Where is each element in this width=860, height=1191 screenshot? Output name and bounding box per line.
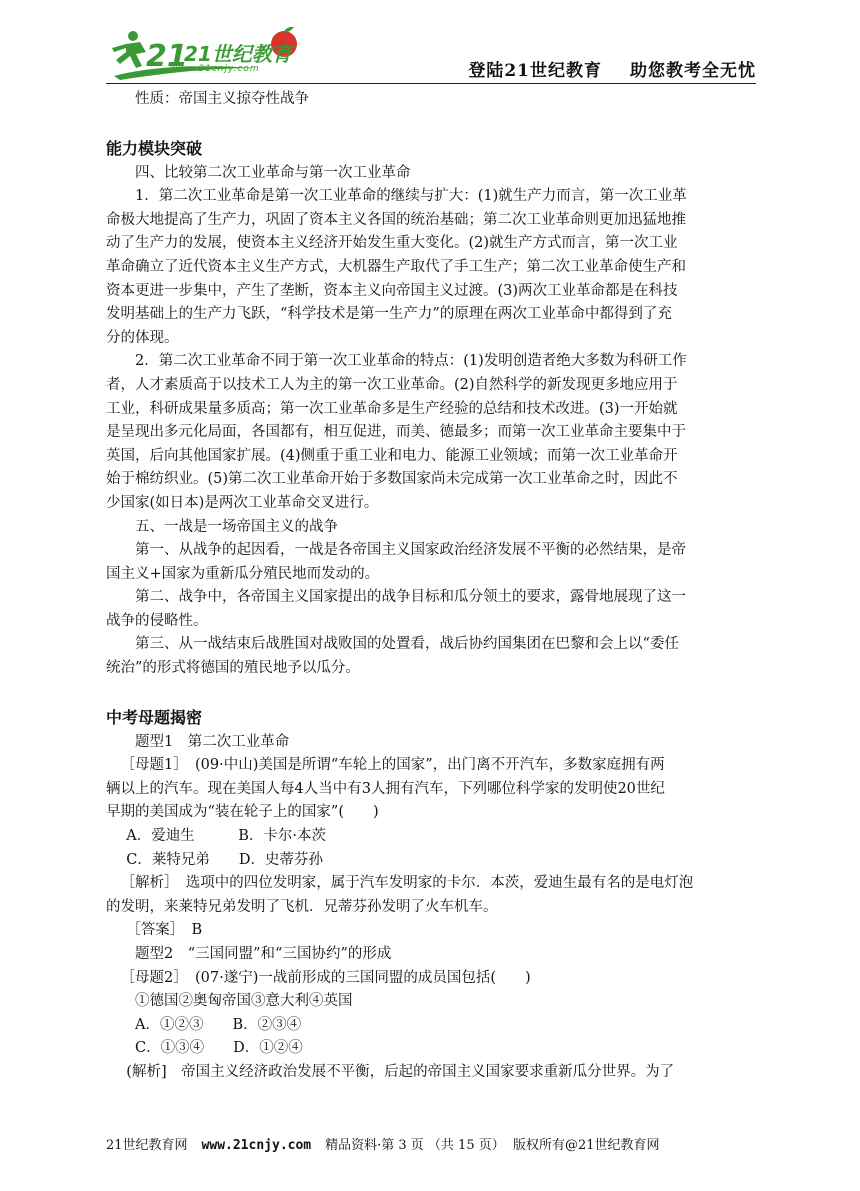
text-line: 命极大地提高了生产力，巩固了资本主义各国的统治基础；第二次工业革命则更加迅猛地推 (106, 211, 686, 228)
text-line: 是呈现出多元化局面，各国都有，相互促进，而美、德最多；而第一次工业革命主要集中于 (106, 424, 686, 441)
question-type-2: 题型2 “三国同盟”和“三国协约”的形成 (135, 946, 392, 962)
text-line: 动了生产力的发展，使资本主义经济开始发生重大变化。(2)就生产方式而言，第一次工业 (106, 235, 678, 252)
section-title-exam: 中考母题揭密 (106, 707, 203, 727)
heading-imperialist-war: 五、一战是一场帝国主义的战争 (135, 518, 338, 535)
document-body (106, 88, 756, 1085)
question-1-options-cd: C．莱特兄弟 D．史蒂芬孙 (126, 851, 324, 868)
text-line: 战争的侵略性。 (106, 612, 208, 629)
text-line: 发明基础上的生产力飞跃，“科学技术是第一生产力”的原理在两次工业革命中都得到了充 (106, 306, 672, 323)
text-line: ［母题1］ (09·中山)美国是所谓“车轮上的国家”，出门离不开汽车，多数家庭拥有两 (120, 757, 665, 774)
text-line: 1．第二次工业革命是第一次工业革命的继续与扩大：(1)就生产力而言，第一次工业革 (135, 188, 687, 205)
question-2-items: ①德国②奥匈帝国③意大利④英国 (135, 993, 353, 1010)
footer-page-info: 精品资料·第 3 页 （共 15 页） (325, 1138, 505, 1153)
page-header (106, 24, 756, 84)
footer-site-name: 21世纪教育网 (106, 1138, 188, 1153)
question-1-stem (106, 754, 756, 825)
heading-compare-revolutions: 四、比较第二次工业革命与第一次工业革命 (135, 164, 411, 181)
question-1-answer: ［答案］ B (126, 922, 203, 939)
text-line: 者，人才素质高于以技术工人为主的第一次工业革命。(2)自然科学的新发现更多地应用于 (106, 376, 678, 393)
text-line: 辆以上的汽车。现在美国人每4人当中有3人拥有汽车，下列哪位科学家的发明使20世纪 (106, 780, 665, 797)
paragraph-aims (106, 586, 756, 633)
text-line: 第三、从一战结束后战胜国对战败国的处置看，战后协约国集团在巴黎和会上以“委任 (135, 636, 679, 653)
text-line: 第二、战争中，各帝国主义国家提出的战争目标和瓜分领土的要求，露骨地展现了这一 (135, 589, 686, 606)
text-line: 工业，科研成果量多质高；第一次工业革命多是生产经验的总结和技术改进。(3)一开始就 (106, 400, 678, 417)
question-1-analysis (106, 872, 756, 919)
text-line: 始于棉纺织业。(5)第二次工业革命开始于多数国家尚未完成第一次工业革命之时，因此不 (106, 471, 678, 488)
text-line: ［解析］ 选项中的四位发明家，属于汽车发明家的卡尔．本茨，爱迪生最有名的是电灯泡 (120, 875, 694, 892)
paragraph-cause (106, 539, 756, 586)
site-logo (106, 24, 306, 82)
paragraph-continuation (106, 185, 756, 350)
footer-copyright: 版权所有@21世纪教育网 (513, 1138, 660, 1153)
text-line: 的发明，来莱特兄弟发明了飞机．兄蒂芬孙发明了火车机车。 (106, 898, 498, 915)
page-footer (106, 1134, 756, 1153)
text-line: 分的体现。 (106, 329, 179, 346)
footer-site-link[interactable]: www.21cnjy.com (201, 1138, 312, 1153)
text-line: 统治”的形式将德国的殖民地予以瓜分。 (106, 660, 360, 677)
text-line: 国主义+国家为重新瓜分殖民地而发动的。 (106, 565, 380, 582)
text-line: 革命确立了近代资本主义生产方式，大机器生产取代了手工生产；第二次工业革命使生产和 (106, 258, 686, 275)
text-line: 早期的美国成为“装在轮子上的国家”( ) (106, 804, 379, 821)
text-line: 英国，后向其他国家扩展。(4)侧重于重工业和电力、能源工业领域；而第一次工业革命开 (106, 447, 678, 464)
text-line: 资本更进一步集中，产生了垄断，资本主义向帝国主义过渡。(3)两次工业革命都是在科技 (106, 282, 678, 299)
slogan-worry-free: 助您教考全无忧 (630, 61, 756, 81)
header-slogan (468, 56, 756, 81)
slogan-login: 登陆21世纪教育 (468, 61, 602, 81)
logo-url: www.21cnjy.com (170, 64, 260, 74)
text-line: 2．第二次工业革命不同于第一次工业革命的特点：(1)发明创造者绝大多数为科研工作 (135, 353, 687, 370)
question-2-analysis: (解析] 帝国主义经济政治发展不平衡，后起的帝国主义国家要求重新瓜分世界。为了 (126, 1063, 675, 1080)
logo-number: 21 (146, 39, 188, 74)
question-2-options-cd: C．①③④ D．①②④ (135, 1040, 303, 1057)
logo-text: 21世纪教育 (184, 42, 292, 66)
paragraph-aftermath (106, 633, 756, 680)
nature-line: 性质：帝国主义掠夺性战争 (135, 91, 309, 107)
section-title-ability: 能力模块突破 (106, 138, 203, 158)
paragraph-differences (106, 350, 756, 515)
question-2-stem: ［母题2］ (07·遂宁)一战前形成的三国同盟的成员国包括( ) (120, 969, 531, 986)
text-line: 少国家(如日本)是两次工业革命交叉进行。 (106, 494, 379, 511)
question-2-options-ab: A．①②③ B．②③④ (135, 1016, 302, 1033)
text-line: 第一、从战争的起因看，一战是各帝国主义国家政治经济发展不平衡的必然结果，是帝 (135, 542, 686, 559)
header-divider (106, 83, 756, 84)
question-type-1: 题型1 第二次工业革命 (135, 733, 290, 750)
question-1-options-ab: A．爱迪生 B．卡尔·本茨 (126, 828, 327, 845)
